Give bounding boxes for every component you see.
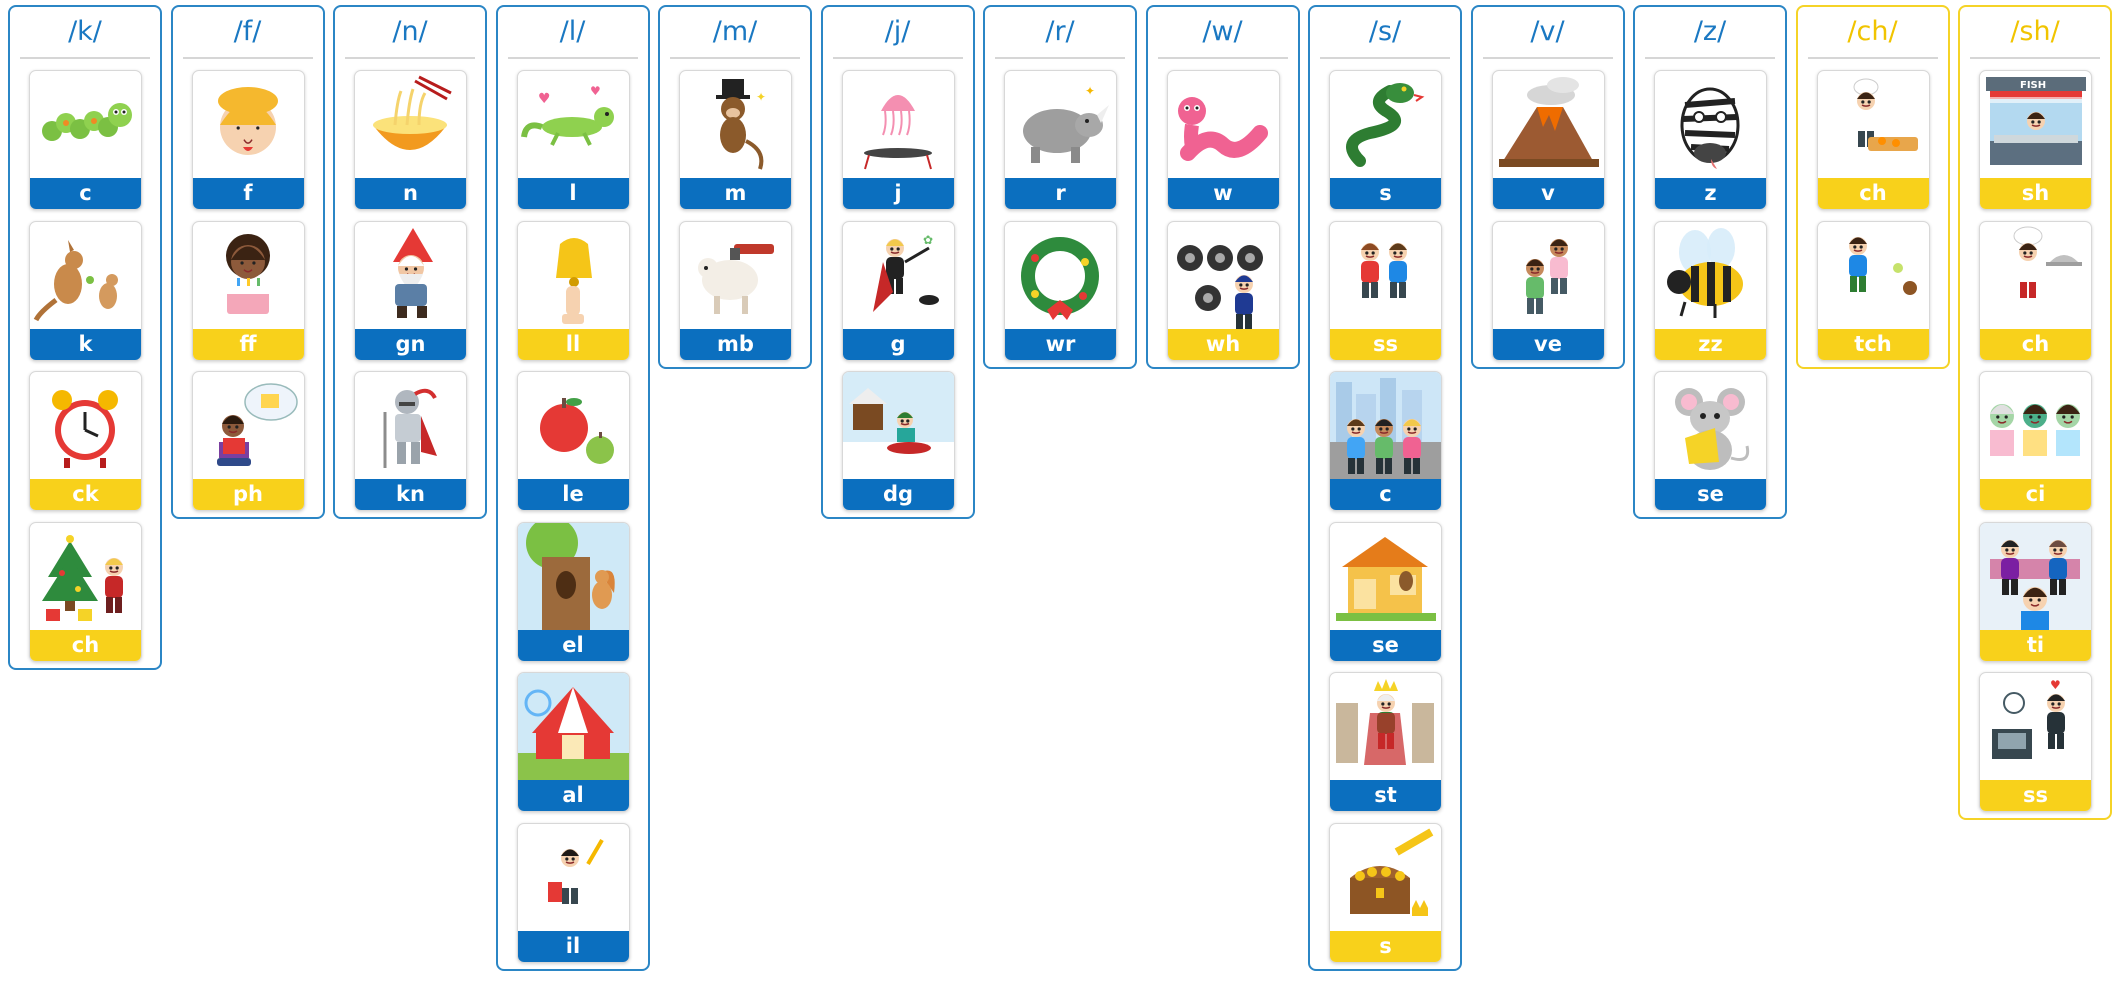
fish-sign-text: FISH bbox=[2020, 80, 2047, 91]
grapheme-label: dg bbox=[843, 479, 954, 510]
heading-divider bbox=[1808, 57, 1938, 59]
pressure-clock-icon bbox=[1980, 673, 2091, 780]
grapheme-label: ff bbox=[193, 329, 304, 360]
heading-divider bbox=[1483, 57, 1613, 59]
sound-column bbox=[1633, 5, 1787, 519]
circus-tent-icon bbox=[518, 673, 629, 780]
christmas-tree-icon bbox=[30, 523, 141, 630]
fish-shop-icon bbox=[1980, 71, 2091, 178]
heading-divider bbox=[1645, 57, 1775, 59]
grapheme-label: ti bbox=[1980, 630, 2091, 661]
svg-text:♥: ♥ bbox=[537, 91, 551, 107]
grapheme-label: ve bbox=[1493, 329, 1604, 360]
grapheme-label: il bbox=[518, 931, 629, 962]
grapheme-label: r bbox=[1005, 178, 1116, 209]
alarm-clock-icon bbox=[30, 372, 141, 479]
heading-divider bbox=[1158, 57, 1288, 59]
grapheme-label: ch bbox=[30, 630, 141, 661]
sound-column bbox=[1146, 5, 1300, 369]
worm-icon bbox=[1168, 71, 1279, 178]
wreath-icon bbox=[1005, 222, 1116, 329]
grapheme-label: w bbox=[1168, 178, 1279, 209]
boy-face-icon bbox=[193, 71, 304, 178]
grapheme-card[interactable] bbox=[1979, 672, 2092, 812]
apple-icon bbox=[518, 372, 629, 479]
zebra-icon bbox=[1655, 71, 1766, 178]
grapheme-card[interactable] bbox=[679, 221, 792, 361]
grapheme-label: se bbox=[1655, 479, 1766, 510]
heading-divider bbox=[345, 57, 475, 59]
grapheme-label: n bbox=[355, 178, 466, 209]
caterpillar-icon bbox=[30, 71, 141, 178]
sound-column bbox=[1308, 5, 1462, 971]
grapheme-label: ch bbox=[1818, 178, 1929, 209]
rhino-icon bbox=[1005, 71, 1116, 178]
girl-pencil-icon bbox=[518, 824, 629, 931]
grapheme-card[interactable] bbox=[192, 371, 305, 511]
sound-heading: /l/ bbox=[559, 16, 586, 47]
grapheme-card[interactable] bbox=[1979, 70, 2092, 210]
grapheme-card[interactable] bbox=[1329, 221, 1442, 361]
grapheme-card[interactable] bbox=[517, 672, 630, 812]
sledge-icon bbox=[843, 372, 954, 479]
boy-reading-photo-icon bbox=[193, 372, 304, 479]
gnome-icon bbox=[355, 222, 466, 329]
grapheme-label: c bbox=[30, 178, 141, 209]
sound-heading: /f/ bbox=[233, 16, 262, 47]
knight-icon bbox=[355, 372, 466, 479]
grapheme-label: kn bbox=[355, 479, 466, 510]
grapheme-card[interactable] bbox=[679, 70, 792, 210]
grapheme-label: wh bbox=[1168, 329, 1279, 360]
kangaroo-icon bbox=[30, 222, 141, 329]
grapheme-label: le bbox=[518, 479, 629, 510]
heading-divider bbox=[508, 57, 638, 59]
grapheme-card[interactable] bbox=[1817, 221, 1930, 361]
grapheme-label: v bbox=[1493, 178, 1604, 209]
sound-heading: /m/ bbox=[712, 16, 758, 47]
grapheme-card[interactable] bbox=[1817, 70, 1930, 210]
grapheme-card[interactable] bbox=[1167, 70, 1280, 210]
bell-icon bbox=[518, 222, 629, 329]
chef-chopping-icon bbox=[1818, 71, 1929, 178]
sound-column bbox=[658, 5, 812, 369]
grapheme-label: tch bbox=[1818, 329, 1929, 360]
svg-text:✦: ✦ bbox=[1085, 84, 1096, 98]
heading-divider bbox=[1970, 57, 2100, 59]
sound-column bbox=[8, 5, 162, 670]
svg-text:♥: ♥ bbox=[2050, 678, 2061, 692]
grapheme-card[interactable] bbox=[29, 371, 142, 511]
grapheme-card[interactable] bbox=[192, 221, 305, 361]
grapheme-card[interactable] bbox=[354, 371, 467, 511]
grapheme-card[interactable] bbox=[29, 522, 142, 662]
grapheme-label: sh bbox=[1980, 178, 2091, 209]
grapheme-label: mb bbox=[680, 329, 791, 360]
grapheme-card[interactable] bbox=[517, 221, 630, 361]
heading-divider bbox=[833, 57, 963, 59]
grapheme-card[interactable] bbox=[1979, 371, 2092, 511]
face-masks-icon bbox=[1980, 372, 2091, 479]
grapheme-card[interactable] bbox=[517, 522, 630, 662]
grapheme-card[interactable] bbox=[842, 371, 955, 511]
grapheme-label: m bbox=[680, 178, 791, 209]
squirrel-tree-icon bbox=[518, 523, 629, 630]
grapheme-card[interactable] bbox=[1004, 221, 1117, 361]
sound-column bbox=[333, 5, 487, 519]
grapheme-card[interactable] bbox=[1492, 221, 1605, 361]
sound-column bbox=[1796, 5, 1950, 369]
heading-divider bbox=[20, 57, 150, 59]
grapheme-card[interactable] bbox=[354, 221, 467, 361]
chef-tray-icon bbox=[1980, 222, 2091, 329]
grapheme-card[interactable] bbox=[1492, 70, 1605, 210]
heading-divider bbox=[1320, 57, 1450, 59]
grapheme-label: st bbox=[1330, 780, 1441, 811]
grapheme-card[interactable] bbox=[29, 70, 142, 210]
sound-column bbox=[821, 5, 975, 519]
lizard-icon bbox=[518, 71, 629, 178]
king-castle-icon bbox=[1330, 673, 1441, 780]
grapheme-label: k bbox=[30, 329, 141, 360]
sound-heading: /k/ bbox=[68, 16, 102, 47]
grapheme-label: el bbox=[518, 630, 629, 661]
grapheme-card[interactable] bbox=[842, 221, 955, 361]
grapheme-card[interactable] bbox=[29, 221, 142, 361]
grapheme-card[interactable] bbox=[517, 371, 630, 511]
sound-column bbox=[983, 5, 1137, 369]
grapheme-card[interactable] bbox=[1654, 70, 1767, 210]
sound-heading: /s/ bbox=[1368, 16, 1402, 47]
sound-heading: /j/ bbox=[884, 16, 911, 47]
svg-text:✿: ✿ bbox=[922, 232, 933, 247]
grapheme-label: al bbox=[518, 780, 629, 811]
grapheme-label: wr bbox=[1005, 329, 1116, 360]
grapheme-label: ci bbox=[1980, 479, 2091, 510]
grapheme-card[interactable] bbox=[1654, 221, 1767, 361]
grapheme-card[interactable] bbox=[192, 70, 305, 210]
grapheme-label: zz bbox=[1655, 329, 1766, 360]
treasure-chest-icon bbox=[1330, 824, 1441, 931]
kiss-icon bbox=[1330, 222, 1441, 329]
sound-heading: /ch/ bbox=[1847, 16, 1898, 47]
grapheme-label: ck bbox=[30, 479, 141, 510]
grapheme-label: c bbox=[1330, 479, 1441, 510]
heading-divider bbox=[183, 57, 313, 59]
heading-divider bbox=[995, 57, 1125, 59]
horse-house-icon bbox=[1330, 523, 1441, 630]
monkey-top-hat-icon bbox=[680, 71, 791, 178]
sound-column bbox=[1471, 5, 1625, 369]
grapheme-label: f bbox=[193, 178, 304, 209]
lamb-comb-icon bbox=[680, 222, 791, 329]
sound-heading: /v/ bbox=[1530, 16, 1565, 47]
grapheme-card[interactable] bbox=[1979, 522, 2092, 662]
grapheme-label: ll bbox=[518, 329, 629, 360]
magician-icon bbox=[843, 222, 954, 329]
grapheme-card[interactable] bbox=[517, 70, 630, 210]
sound-column bbox=[171, 5, 325, 519]
grapheme-card[interactable] bbox=[1329, 823, 1442, 963]
grapheme-label: s bbox=[1330, 178, 1441, 209]
grapheme-label: ss bbox=[1980, 780, 2091, 811]
grapheme-label: s bbox=[1330, 931, 1441, 962]
jellyfish-trampoline-icon bbox=[843, 71, 954, 178]
bee-icon bbox=[1655, 222, 1766, 329]
grapheme-label: l bbox=[518, 178, 629, 209]
grapheme-card[interactable] bbox=[354, 70, 467, 210]
sound-heading: /sh/ bbox=[2010, 16, 2060, 47]
grapheme-card[interactable] bbox=[1329, 70, 1442, 210]
svg-text:♥: ♥ bbox=[589, 84, 601, 98]
grapheme-label: z bbox=[1655, 178, 1766, 209]
wheels-icon bbox=[1168, 222, 1279, 329]
grapheme-label: g bbox=[843, 329, 954, 360]
volcano-icon bbox=[1493, 71, 1604, 178]
sound-column bbox=[1958, 5, 2112, 820]
grapheme-card[interactable] bbox=[1167, 221, 1280, 361]
grapheme-card[interactable] bbox=[1979, 221, 2092, 361]
grapheme-label: ss bbox=[1330, 329, 1441, 360]
grapheme-card[interactable] bbox=[1329, 371, 1442, 511]
grapheme-card[interactable] bbox=[842, 70, 955, 210]
sound-heading: /z/ bbox=[1693, 16, 1727, 47]
surprised-boy-stage-icon bbox=[1980, 523, 2091, 630]
sound-heading: /r/ bbox=[1045, 16, 1075, 47]
grapheme-label: ch bbox=[1980, 329, 2091, 360]
grapheme-card[interactable] bbox=[1329, 522, 1442, 662]
hug-icon bbox=[1493, 222, 1604, 329]
boy-dog-catch-icon bbox=[1818, 222, 1929, 329]
grapheme-card[interactable] bbox=[517, 823, 630, 963]
snake-icon bbox=[1330, 71, 1441, 178]
girl-birthday-cake-icon bbox=[193, 222, 304, 329]
grapheme-label: ph bbox=[193, 479, 304, 510]
city-runners-icon bbox=[1330, 372, 1441, 479]
grapheme-label: se bbox=[1330, 630, 1441, 661]
svg-text:✦: ✦ bbox=[756, 90, 767, 104]
sound-heading: /n/ bbox=[392, 16, 428, 47]
grapheme-card[interactable] bbox=[1654, 371, 1767, 511]
mouse-cheese-icon bbox=[1655, 372, 1766, 479]
grapheme-label: j bbox=[843, 178, 954, 209]
grapheme-card[interactable] bbox=[1329, 672, 1442, 812]
sound-column bbox=[496, 5, 650, 971]
grapheme-label: gn bbox=[355, 329, 466, 360]
sound-heading: /w/ bbox=[1202, 16, 1243, 47]
grapheme-card[interactable] bbox=[1004, 70, 1117, 210]
noodle-bowl-icon bbox=[355, 71, 466, 178]
heading-divider bbox=[670, 57, 800, 59]
